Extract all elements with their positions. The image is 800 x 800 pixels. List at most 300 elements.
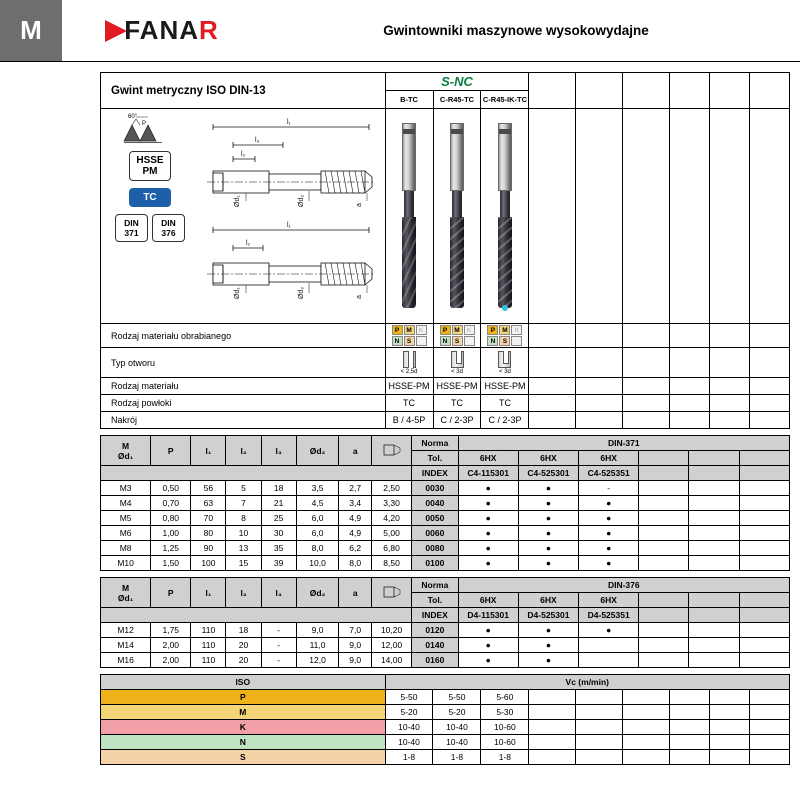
vc-m-b5 (710, 705, 750, 720)
vc-m-b6 (750, 705, 790, 720)
table-row (101, 705, 790, 720)
iso-group-letter: M (0, 0, 62, 61)
table-row (101, 750, 790, 765)
cell-blank-2 (689, 541, 739, 556)
variant-label-3: C-R45-IK-TC (481, 91, 529, 109)
cut-value-3: C / 2-3P (481, 412, 529, 429)
cell-blank-3 (739, 541, 789, 556)
vc-s-b2 (576, 750, 623, 765)
cell-l3: 39 (261, 556, 296, 571)
vc-k-b3 (623, 720, 670, 735)
din-box-row (115, 214, 185, 242)
mv-empty-2 (576, 378, 623, 395)
dimension-table-din371 (100, 435, 790, 571)
cell-avail-2: ● (518, 526, 578, 541)
cell-avail-2: ● (518, 511, 578, 526)
cell-sq: 5,00 (372, 526, 412, 541)
empty-col-5 (710, 73, 750, 109)
table-row (101, 511, 790, 526)
mat-blank (511, 336, 522, 346)
norma-value-2: DIN-376 (458, 578, 789, 593)
cell-p: 2,00 (151, 653, 191, 668)
series-label: S-NC (385, 73, 529, 91)
table-row (101, 638, 790, 653)
vc-n-b2 (576, 735, 623, 750)
cell-l1: 110 (191, 623, 226, 638)
cell-blank-2 (689, 556, 739, 571)
cell-blank-2 (689, 511, 739, 526)
empty-col-6 (750, 73, 790, 109)
vc-p-b4 (670, 690, 710, 705)
row-label-material-kind: Rodzaj materiału obrabianego (101, 324, 386, 348)
cell-l2: 15 (226, 556, 261, 571)
vc-p-b1 (529, 690, 576, 705)
mat-n: N (392, 336, 403, 346)
catalog-sheet (100, 72, 790, 765)
cell-d2: 3,5 (296, 481, 339, 496)
index-v2-1: C4-525301 (518, 466, 578, 481)
cell-size: M4 (101, 496, 151, 511)
tol2-blank-1 (639, 593, 689, 608)
index-v3-2: D4-525351 (579, 608, 639, 623)
vc-n-b4 (670, 735, 710, 750)
iso-header: ISO (101, 675, 386, 690)
vc-k-b4 (670, 720, 710, 735)
mat-empty-5 (710, 324, 750, 348)
cell-size: M8 (101, 541, 151, 556)
vc-k-b1 (529, 720, 576, 735)
vc-s-2: 1-8 (433, 750, 481, 765)
vc-k-b2 (576, 720, 623, 735)
cv-empty-1 (529, 395, 576, 412)
cell-d2: 4,5 (296, 496, 339, 511)
din371-line1: DIN (124, 218, 139, 228)
cell-avail-1: ● (458, 481, 518, 496)
hole-empty-5 (710, 348, 750, 378)
mv-empty-4 (670, 378, 710, 395)
norma-label-2: Norma (412, 578, 458, 593)
vc-p-b3 (623, 690, 670, 705)
din376-line1: DIN (161, 218, 176, 228)
hole-empty-2 (576, 348, 623, 378)
mat-p: P (440, 325, 451, 335)
index-v1-1: C4-115301 (458, 466, 518, 481)
cell-sq: 8,50 (372, 556, 412, 571)
cell-blank-3 (739, 481, 789, 496)
vc-m-b4 (670, 705, 710, 720)
info-boxes (115, 109, 185, 242)
mat-k: K (416, 325, 427, 335)
table-row (101, 720, 790, 735)
cell-avail-1: ● (458, 526, 518, 541)
cell-sq: 10,20 (372, 623, 412, 638)
tap-image-c-r45-tc (448, 123, 466, 308)
th-m: M (122, 582, 130, 593)
cell-code: 0080 (412, 541, 458, 556)
cell-d2: 8,0 (296, 541, 339, 556)
cell-l1: 70 (191, 511, 226, 526)
spec-table (100, 72, 790, 429)
cell-blank-1 (639, 511, 689, 526)
variant-label-1: B-TC (385, 91, 433, 109)
material-value-3: HSSE-PM (481, 378, 529, 395)
tap-image-b-tc (400, 123, 418, 308)
cell-size: M16 (101, 653, 151, 668)
index2-blank-1 (639, 608, 689, 623)
vc-s-b6 (750, 750, 790, 765)
vc-n-b5 (710, 735, 750, 750)
th-d1: Ød₁ (117, 592, 134, 603)
mat-blank (416, 336, 427, 346)
vc-n-b6 (750, 735, 790, 750)
empty-photo-2 (576, 109, 623, 324)
cell-a: 6,2 (339, 541, 372, 556)
index-label-2: INDEX (412, 608, 458, 623)
svg-text:Ød₂: Ød₂ (298, 286, 305, 299)
th-d1: Ød₁ (117, 450, 134, 461)
th-l1: l₁ (191, 436, 226, 466)
svg-text:a: a (356, 295, 363, 299)
svg-text:l₂: l₂ (246, 240, 251, 247)
cell-code: 0040 (412, 496, 458, 511)
mv-empty-3 (623, 378, 670, 395)
logo-text-accent: R (199, 15, 219, 45)
blind-hole-icon (498, 351, 511, 368)
iso-group-n: N (101, 735, 386, 750)
cell-avail-1: ● (458, 496, 518, 511)
mat-k: K (464, 325, 475, 335)
tol-label-2: Tol. (412, 593, 458, 608)
th-l3: l₃ (261, 436, 296, 466)
cell-l3: - (261, 653, 296, 668)
cell-l1: 63 (191, 496, 226, 511)
material-value-1: HSSE-PM (385, 378, 433, 395)
row-label-coating: Rodzaj powłoki (101, 395, 386, 412)
th-m-d1 (101, 436, 151, 466)
tap-image-c-r45-ik-tc (496, 123, 514, 308)
mat-n: N (440, 336, 451, 346)
vc-p-1: 5-50 (385, 690, 433, 705)
cell-blank-1 (639, 556, 689, 571)
hole-empty-3 (623, 348, 670, 378)
cell-size: M6 (101, 526, 151, 541)
variant-label-2: C-R45-TC (433, 91, 481, 109)
cell-a: 2,7 (339, 481, 372, 496)
cell-avail-2: ● (518, 481, 578, 496)
cell-d2: 6,0 (296, 511, 339, 526)
cell-l1: 90 (191, 541, 226, 556)
vc-s-b4 (670, 750, 710, 765)
cell-blank-3 (739, 653, 789, 668)
cell-blank-3 (739, 496, 789, 511)
cell-size: M5 (101, 511, 151, 526)
table-row (101, 526, 790, 541)
ct-empty-6 (750, 412, 790, 429)
mat-empty-4 (670, 324, 710, 348)
cell-blank-1 (639, 496, 689, 511)
cell-l2: 20 (226, 653, 261, 668)
tool-photo-3 (481, 109, 529, 324)
cell-l2: 13 (226, 541, 261, 556)
cell-blank-3 (739, 511, 789, 526)
coating-value-2: TC (433, 395, 481, 412)
cell-size: M3 (101, 481, 151, 496)
index-blank-3 (739, 466, 789, 481)
cell-sq: 6,80 (372, 541, 412, 556)
cell-l2: 5 (226, 481, 261, 496)
sheet-title: Gwint metryczny ISO DIN-13 (101, 73, 386, 109)
ct-empty-5 (710, 412, 750, 429)
cell-avail-2: ● (518, 653, 578, 668)
mat-p: P (487, 325, 498, 335)
cell-p: 1,00 (151, 526, 191, 541)
box-hsse-pm (129, 151, 171, 181)
tol-blank-3 (739, 451, 789, 466)
hole-cap-3: < 3d (499, 368, 511, 375)
cell-sq: 2,50 (372, 481, 412, 496)
tol2-blank-2 (689, 593, 739, 608)
tool-photo-1 (385, 109, 433, 324)
table-row (101, 556, 790, 571)
svg-text:l₃: l₃ (255, 137, 260, 144)
mat-blank (464, 336, 475, 346)
tol-v1-2: 6HX (458, 593, 518, 608)
cell-blank-2 (689, 526, 739, 541)
cell-p: 1,50 (151, 556, 191, 571)
vc-k-2: 10-40 (433, 720, 481, 735)
mat-k: K (511, 325, 522, 335)
mat-s: S (404, 336, 415, 346)
hole-type-2 (433, 348, 481, 378)
cv-empty-6 (750, 395, 790, 412)
logo-text: FANA (124, 15, 199, 45)
cell-sq: 3,30 (372, 496, 412, 511)
vc-m-b1 (529, 705, 576, 720)
vc-n-b3 (623, 735, 670, 750)
svg-text:Ød₁: Ød₁ (234, 195, 241, 207)
index2-blank-3 (739, 608, 789, 623)
index-blank-1 (639, 466, 689, 481)
hole-empty-1 (529, 348, 576, 378)
empty-photo-4 (670, 109, 710, 324)
cell-blank-2 (689, 653, 739, 668)
cell-p: 0,80 (151, 511, 191, 526)
mat-p: P (392, 325, 403, 335)
tol-v2-2: 6HX (518, 593, 578, 608)
empty-col-1 (529, 73, 576, 109)
vc-p-b6 (750, 690, 790, 705)
cell-blank-2 (689, 481, 739, 496)
index2-blank-2 (689, 608, 739, 623)
vc-k-b5 (710, 720, 750, 735)
cell-l3: 30 (261, 526, 296, 541)
tol-v3-1: 6HX (579, 451, 639, 466)
cell-l3: 35 (261, 541, 296, 556)
cell-avail-3 (579, 653, 639, 668)
row-label-hole-type: Typ otworu (101, 348, 386, 378)
cell-avail-1: ● (458, 556, 518, 571)
cell-code: 0050 (412, 511, 458, 526)
cell-l3: 18 (261, 481, 296, 496)
index-v3-1: C4-525351 (579, 466, 639, 481)
cell-a: 8,0 (339, 556, 372, 571)
hole-empty-4 (670, 348, 710, 378)
cell-d2: 10,0 (296, 556, 339, 571)
vc-m-b2 (576, 705, 623, 720)
table-row (101, 481, 790, 496)
cell-blank-1 (639, 541, 689, 556)
hole-type-3 (481, 348, 529, 378)
material-value-2: HSSE-PM (433, 378, 481, 395)
th-m: M (122, 440, 130, 451)
tol-v2-1: 6HX (518, 451, 578, 466)
cell-l1: 100 (191, 556, 226, 571)
mat-empty-2 (576, 324, 623, 348)
svg-text:a: a (356, 203, 363, 207)
cell-l1: 110 (191, 653, 226, 668)
mat-s: S (452, 336, 463, 346)
tol-label-1: Tol. (412, 451, 458, 466)
svg-text:P: P (142, 121, 147, 127)
tol-v1-1: 6HX (458, 451, 518, 466)
cell-d2: 11,0 (296, 638, 339, 653)
hole-type-1 (385, 348, 433, 378)
dimension-table-din376 (100, 577, 790, 668)
thread-profile-icon (122, 111, 178, 145)
cell-blank-1 (639, 623, 689, 638)
svg-text:l₂: l₂ (241, 151, 246, 158)
vc-p-b2 (576, 690, 623, 705)
cell-a: 3,4 (339, 496, 372, 511)
vc-n-1: 10-40 (385, 735, 433, 750)
cell-a: 7,0 (339, 623, 372, 638)
th-p: P (151, 578, 191, 608)
cell-l3: 25 (261, 511, 296, 526)
row-label-material: Rodzaj materiału (101, 378, 386, 395)
tool-photo-2 (433, 109, 481, 324)
cell-blank-1 (639, 481, 689, 496)
cell-a: 4,9 (339, 526, 372, 541)
cell-avail-3: ● (579, 623, 639, 638)
table-row (101, 541, 790, 556)
cell-sq: 4,20 (372, 511, 412, 526)
cell-code: 0120 (412, 623, 458, 638)
th-l2: l₂ (226, 436, 261, 466)
cell-blank-1 (639, 653, 689, 668)
th-p: P (151, 436, 191, 466)
vc-s-1: 1-8 (385, 750, 433, 765)
cell-l2: 20 (226, 638, 261, 653)
cv-empty-3 (623, 395, 670, 412)
table-row (101, 735, 790, 750)
ct-empty-2 (576, 412, 623, 429)
cell-blank-3 (739, 623, 789, 638)
technical-drawing (101, 109, 386, 324)
cell-blank-2 (689, 638, 739, 653)
empty-photo-1 (529, 109, 576, 324)
vc-m-b3 (623, 705, 670, 720)
cell-l1: 110 (191, 638, 226, 653)
cell-l1: 80 (191, 526, 226, 541)
hsse-line2: PM (142, 166, 158, 177)
empty-col-4 (670, 73, 710, 109)
table-row (101, 653, 790, 668)
cell-p: 0,50 (151, 481, 191, 496)
vc-k-1: 10-40 (385, 720, 433, 735)
tol-blank-1 (639, 451, 689, 466)
ct-empty-1 (529, 412, 576, 429)
coating-value-3: TC (481, 395, 529, 412)
vc-k-b6 (750, 720, 790, 735)
th-l1: l₁ (191, 578, 226, 608)
mv-empty-1 (529, 378, 576, 395)
vc-p-2: 5-50 (433, 690, 481, 705)
cell-avail-2: ● (518, 556, 578, 571)
hole-cap-2: < 3d (451, 368, 463, 375)
th-l3: l₃ (261, 578, 296, 608)
vc-m-1: 5-20 (385, 705, 433, 720)
cell-l2: 18 (226, 623, 261, 638)
cell-p: 2,00 (151, 638, 191, 653)
brand-logo (62, 0, 262, 61)
table-row (101, 690, 790, 705)
vc-n-2: 10-40 (433, 735, 481, 750)
cell-code: 0140 (412, 638, 458, 653)
hsse-line1: HSSE (136, 155, 164, 166)
cell-blank-3 (739, 556, 789, 571)
cell-l2: 7 (226, 496, 261, 511)
vc-n-b1 (529, 735, 576, 750)
vc-k-3: 10-60 (481, 720, 529, 735)
th-d2: Ød₂ (296, 436, 339, 466)
cell-l2: 10 (226, 526, 261, 541)
svg-text:60°: 60° (128, 114, 138, 120)
vc-s-b5 (710, 750, 750, 765)
mv-empty-6 (750, 378, 790, 395)
cell-d2: 9,0 (296, 623, 339, 638)
cell-l1: 56 (191, 481, 226, 496)
iso-group-p: P (101, 690, 386, 705)
cell-code: 0100 (412, 556, 458, 571)
page-title: Gwintowniki maszynowe wysokowydajne (383, 23, 649, 38)
cell-avail-3: ● (579, 496, 639, 511)
coating-value-1: TC (385, 395, 433, 412)
cv-empty-5 (710, 395, 750, 412)
hole-empty-6 (750, 348, 790, 378)
cell-avail-1: ● (458, 623, 518, 638)
through-hole-icon (403, 351, 416, 368)
index-v2-2: D4-525301 (518, 608, 578, 623)
cell-avail-2: ● (518, 541, 578, 556)
vc-s-b1 (529, 750, 576, 765)
vc-s-3: 1-8 (481, 750, 529, 765)
tol-v3-2: 6HX (579, 593, 639, 608)
cell-blank-2 (689, 496, 739, 511)
material-icons-1 (385, 324, 433, 348)
box-din-371 (115, 214, 148, 242)
table-row (101, 623, 790, 638)
empty-photo-5 (710, 109, 750, 324)
vc-p-3: 5-60 (481, 690, 529, 705)
cell-sq: 14,00 (372, 653, 412, 668)
vc-header: Vc (m/min) (385, 675, 789, 690)
cut-value-1: B / 4-5P (385, 412, 433, 429)
box-din-376 (152, 214, 185, 242)
cell-code: 0030 (412, 481, 458, 496)
cell-blank-2 (689, 623, 739, 638)
cell-avail-3: ● (579, 556, 639, 571)
mat-m: M (452, 325, 463, 335)
